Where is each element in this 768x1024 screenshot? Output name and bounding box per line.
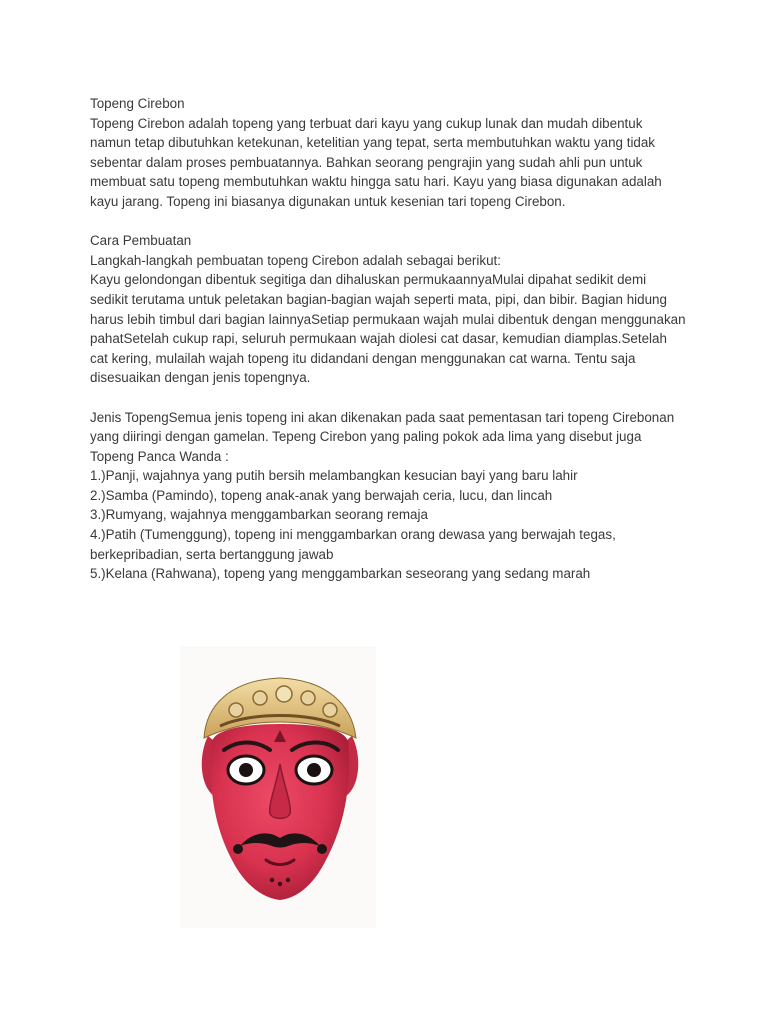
beard-dot — [278, 882, 282, 886]
paragraph-line: cat kering, mulailah wajah topeng itu didandani dengan menggunakan cat warna. Tentu saja — [90, 350, 636, 366]
crown-ornament — [253, 691, 267, 705]
crown-ornament — [301, 691, 315, 705]
document-text — [90, 94, 690, 584]
list-item-samba: 2.)Samba (Pamindo), topeng anak-anak yang berwajah ceria, lucu, dan lincah — [90, 487, 553, 503]
crown-ornament — [323, 703, 337, 717]
beard-dot — [286, 878, 290, 882]
paragraph-line: namun tetap dibutuhkan ketekunan, ketelitian yang tepat, serta membutuhkan waktu yang tidak — [90, 135, 656, 151]
paragraph-line: disesuaikan dengan jenis topengnya. — [90, 370, 311, 386]
crown-ornament — [229, 703, 243, 717]
list-item-rumyang: 3.)Rumyang, wajahnya menggambarkan seorang remaja — [90, 507, 428, 523]
left-pupil — [239, 763, 253, 777]
paragraph-gap — [90, 388, 690, 408]
paragraph-line: membuat satu topeng membutuhkan waktu hingga satu hari. Kayu yang biasa digunakan adalah — [90, 174, 662, 190]
paragraph-line: Topeng Cirebon adalah topeng yang terbuat dari kayu yang cukup lunak dan mudah dibentuk — [90, 115, 643, 131]
red-mask-icon — [180, 646, 376, 928]
paragraph-line: sebentar dalam proses pembuatannya. Bahkan seorang pengrajin yang sudah ahli pun untuk — [90, 154, 643, 170]
paragraph-line: Jenis TopengSemua jenis topeng ini akan dikenakan pada saat pementasan tari topeng Cirebonan — [90, 409, 675, 425]
list-item-patih: 4.)Patih (Tumenggung), topeng ini menggambarkan orang dewasa yang berwajah tegas, — [90, 527, 616, 543]
right-pupil — [307, 763, 321, 777]
mask-photo — [180, 646, 376, 928]
paragraph-line: sedikit terutama untuk peletakan bagian-bagian wajah seperti mata, pipi, dan bibir. Bagian hidung — [90, 291, 667, 307]
section-title-cara-pembuatan: Cara Pembuatan — [90, 233, 192, 249]
section-title-topeng-cirebon: Topeng Cirebon — [90, 96, 185, 111]
list-item-panji: 1.)Panji, wajahnya yang putih bersih melambangkan kesucian bayi yang baru lahir — [90, 468, 578, 484]
moustache-curl — [233, 844, 243, 854]
paragraph-line: pahatSetelah cukup rapi, seluruh permukaan wajah diolesi cat dasar, kemudian diamplas.Setelah — [90, 331, 667, 347]
paragraph-line: kayu jarang. Topeng ini biasanya digunakan untuk kesenian tari topeng Cirebon. — [90, 193, 566, 209]
beard-dot — [270, 878, 274, 882]
paragraph-line: Topeng Panca Wanda : — [90, 448, 229, 464]
paragraph-line: Kayu gelondongan dibentuk segitiga dan dihaluskan permukaannyaMulai dipahat sedikit demi — [90, 272, 647, 288]
crown-ornament — [276, 686, 292, 702]
paragraph-line: yang diiringi dengan gamelan. Tepeng Cirebon yang paling pokok ada lima yang disebut juga — [90, 429, 642, 445]
paragraph-gap — [90, 212, 690, 232]
list-item-patih-continued: berkepribadian, serta bertanggung jawab — [90, 546, 334, 562]
paragraph-line: harus lebih timbul dari bagian lainnyaSetiap permukaan wajah mulai dibentuk dengan menggunakan — [90, 311, 686, 327]
list-item-kelana: 5.)Kelana (Rahwana), topeng yang menggambarkan seseorang yang sedang marah — [90, 566, 591, 582]
paragraph-line: Langkah-langkah pembuatan topeng Cirebon adalah sebagai berikut: — [90, 252, 501, 268]
moustache-curl — [317, 844, 327, 854]
